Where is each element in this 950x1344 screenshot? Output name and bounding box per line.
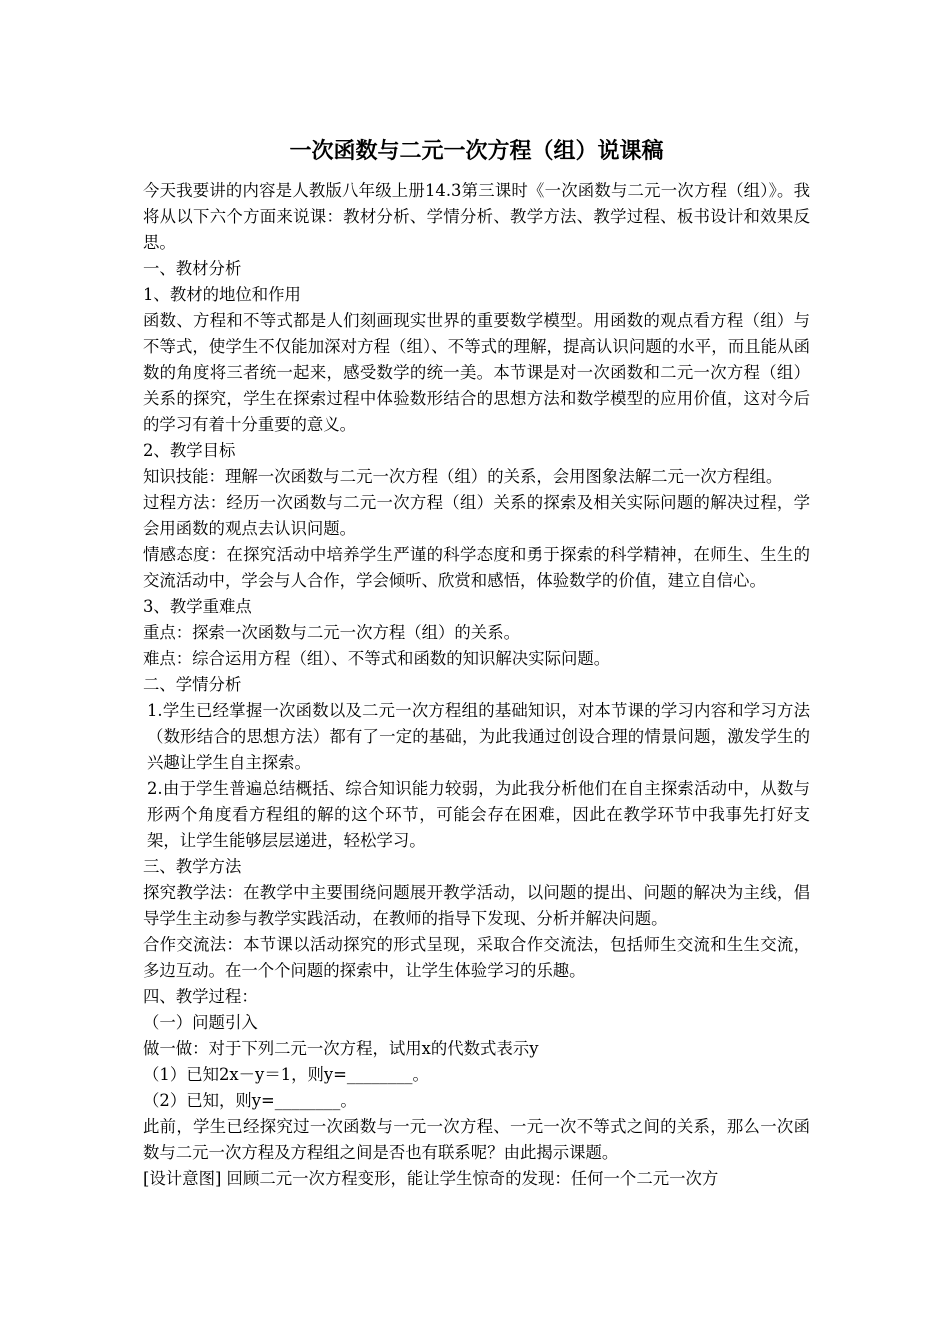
body-paragraph: 知识技能：理解一次函数与二元一次方程（组）的关系，会用图象法解二元一次方程组。 <box>143 467 783 486</box>
intro-paragraph: 今天我要讲的内容是人教版八年级上册14.3第三课时《一次函数与二元一次方程（组）》。我将从以下六个方面来说课：教材分析、学情分析、教学方法、教学过程、板书设计和效果反思。 <box>143 181 810 252</box>
body-paragraph: 探究教学法：在教学中主要围绕问题展开教学活动，以问题的提出、问题的解决为主线，倡导学生主动参与教学实践活动，在教师的指导下发现、分析并解决问题。 <box>143 883 810 928</box>
subsection-heading: 1、教材的地位和作用 <box>143 285 301 304</box>
body-paragraph: 合作交流法：本节课以活动探究的形式呈现，采取合作交流法，包括师生交流和生生交流，多边互动。在一个个问题的探索中，让学生体验学习的乐趣。 <box>143 935 810 980</box>
section-heading: 三、教学方法 <box>143 857 242 876</box>
subsection-heading: （一）问题引入 <box>143 1013 258 1032</box>
body-paragraph: 函数、方程和不等式都是人们刻画现实世界的重要数学模型。用函数的观点看方程（组）与不等式，使学生不仅能加深对方程（组）、不等式的理解，提高认识问题的水平，而且能从函数的角度将三者统一起来，感受数学的统一美。本节课是对一次函数和二元一次方程（组）关系的探究，学生在探索过程中体验数形结合的思想方法和数学模型的应用价值，这对今后的学习有着十分重要的意义。 <box>143 311 810 434</box>
section-heading: 一、教材分析 <box>143 259 242 278</box>
document-title: 一次函数与二元一次方程（组）说课稿 <box>289 139 664 164</box>
document-page <box>143 128 810 1192</box>
exercise-item: （2）已知，则y=________。 <box>143 1091 357 1110</box>
document-body <box>143 178 810 1192</box>
body-paragraph: 情感态度：在探究活动中培养学生严谨的科学态度和勇于探索的科学精神，在师生、生生的交流活动中，学会与人合作，学会倾听、欣赏和感悟，体验数学的价值，建立自信心。 <box>143 545 810 590</box>
subsection-heading: 2、教学目标 <box>143 441 236 460</box>
body-paragraph: 做一做：对于下列二元一次方程，试用x的代数式表示y <box>143 1039 539 1058</box>
body-paragraph: [设计意图] 回顾二元一次方程变形，能让学生惊奇的发现：任何一个二元一次方 <box>143 1169 719 1188</box>
body-paragraph: 重点：探索一次函数与二元一次方程（组）的关系。 <box>143 623 520 642</box>
section-heading: 二、学情分析 <box>143 675 242 694</box>
body-paragraph: 1.学生已经掌握一次函数以及二元一次方程组的基础知识，对本节课的学习内容和学习方法（数形结合的思想方法）都有了一定的基础，为此我通过创设合理的情景问题，激发学生的兴趣让学生自主探索。 <box>147 701 810 772</box>
body-paragraph: 过程方法：经历一次函数与二元一次方程（组）关系的探索及相关实际问题的解决过程，学会用函数的观点去认识问题。 <box>143 493 810 538</box>
subsection-heading: 3、教学重难点 <box>143 597 252 616</box>
section-heading: 四、教学过程： <box>143 987 258 1006</box>
body-paragraph: 2.由于学生普遍总结概括、综合知识能力较弱，为此我分析他们在自主探索活动中，从数与形两个角度看方程组的解的这个环节，可能会存在困难，因此在教学环节中我事先打好支架，让学生能够层层递进，轻松学习。 <box>147 779 810 850</box>
body-paragraph: 难点：综合运用方程（组）、不等式和函数的知识解决实际问题。 <box>143 649 611 668</box>
body-paragraph: 此前，学生已经探究过一次函数与一元一次方程、一元一次不等式之间的关系，那么一次函数与二元一次方程及方程组之间是否也有联系呢？由此揭示课题。 <box>143 1117 810 1162</box>
exercise-item: （1）已知2x－y＝1，则y=________。 <box>143 1065 429 1084</box>
